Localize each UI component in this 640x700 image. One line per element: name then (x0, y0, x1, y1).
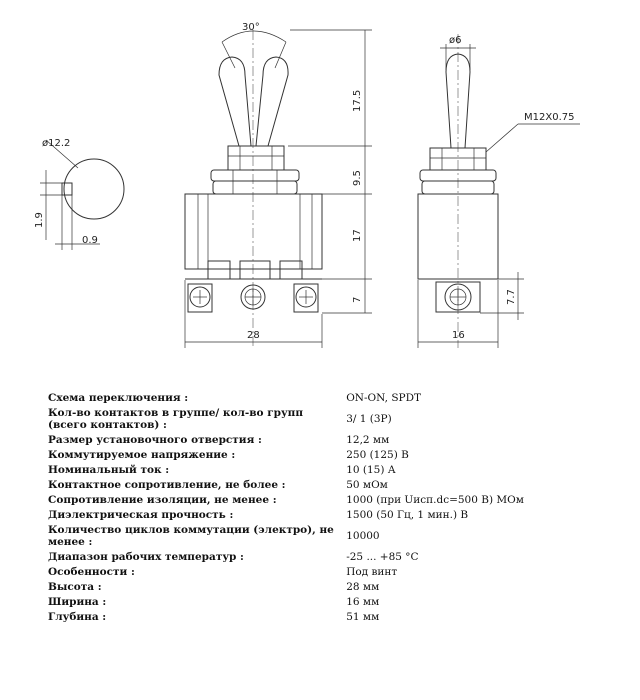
hole-diameter-label: ø12.2 (42, 138, 71, 149)
side-view (418, 34, 580, 348)
front-view (185, 22, 372, 348)
terminal-height-label: 7 (352, 296, 363, 303)
spec-value: 250 (125) В (346, 448, 409, 461)
spec-label: Диэлектрическая прочность : (48, 508, 234, 521)
angle-label: 30° (242, 22, 260, 33)
spec-value: ON-ON, SPDT (346, 391, 422, 404)
spec-row (48, 507, 588, 522)
spec-value: 3/ 1 (3P) (346, 412, 392, 425)
spec-label: Высота : (48, 580, 102, 593)
spec-value: 1000 (при Uисп.dc=500 В) МОм (346, 493, 524, 506)
mounting-hole-detail (34, 138, 124, 250)
spec-value: 50 мОм (346, 478, 388, 491)
width-label: 28 (247, 330, 260, 341)
spec-label: Особенности : (48, 565, 135, 578)
side-terminal-height-label: 7.7 (506, 289, 517, 305)
spec-row (48, 609, 588, 624)
spec-row (48, 477, 588, 492)
spec-value: 51 мм (346, 610, 380, 623)
spec-value: 10 (15) А (346, 463, 396, 476)
spec-row (48, 405, 588, 432)
spec-label: Номинальный ток : (48, 463, 170, 476)
spec-label: Глубина : (48, 610, 107, 623)
spec-label: Размер установочного отверстия : (48, 433, 262, 446)
spec-value: 10000 (346, 529, 380, 542)
spec-row (48, 462, 588, 477)
side-width-label: 16 (452, 330, 465, 341)
spec-label: Кол-во контактов в группе/ кол-во групп (всего контактов) : (48, 406, 304, 431)
spec-row (48, 492, 588, 507)
spec-row (48, 390, 588, 405)
spec-row (48, 432, 588, 447)
spec-row (48, 594, 588, 609)
spec-value: 16 мм (346, 595, 380, 608)
spec-value: 1500 (50 Гц, 1 мин.) В (346, 508, 469, 521)
key-height-label: 1.9 (34, 212, 45, 228)
spec-row (48, 564, 588, 579)
spec-label: Контактное сопротивление, не более : (48, 478, 286, 491)
spec-row (48, 522, 588, 549)
spec-label: Количество циклов коммутации (электро), не менее : (48, 523, 334, 548)
specifications-table (48, 390, 588, 624)
spec-value: -25 ... +85 °С (346, 550, 419, 563)
spec-label: Коммутируемое напряжение : (48, 448, 236, 461)
spec-label: Схема переключения : (48, 391, 189, 404)
body-height-label: 17 (352, 229, 363, 242)
spec-label: Ширина : (48, 595, 107, 608)
spec-label: Диапазон рабочих температур : (48, 550, 244, 563)
lever-diameter-label: ø6 (449, 35, 462, 46)
lever-height-label: 17.5 (352, 89, 363, 112)
spec-value: 12,2 мм (346, 433, 390, 446)
spec-label: Сопротивление изоляции, не менее : (48, 493, 277, 506)
bushing-height-label: 9.5 (352, 170, 363, 186)
spec-row (48, 579, 588, 594)
spec-row (48, 549, 588, 564)
thread-label: M12X0.75 (524, 112, 575, 123)
key-width-label: 0.9 (82, 235, 98, 246)
spec-value: Под винт (346, 565, 398, 578)
spec-row (48, 447, 588, 462)
spec-value: 28 мм (346, 580, 380, 593)
